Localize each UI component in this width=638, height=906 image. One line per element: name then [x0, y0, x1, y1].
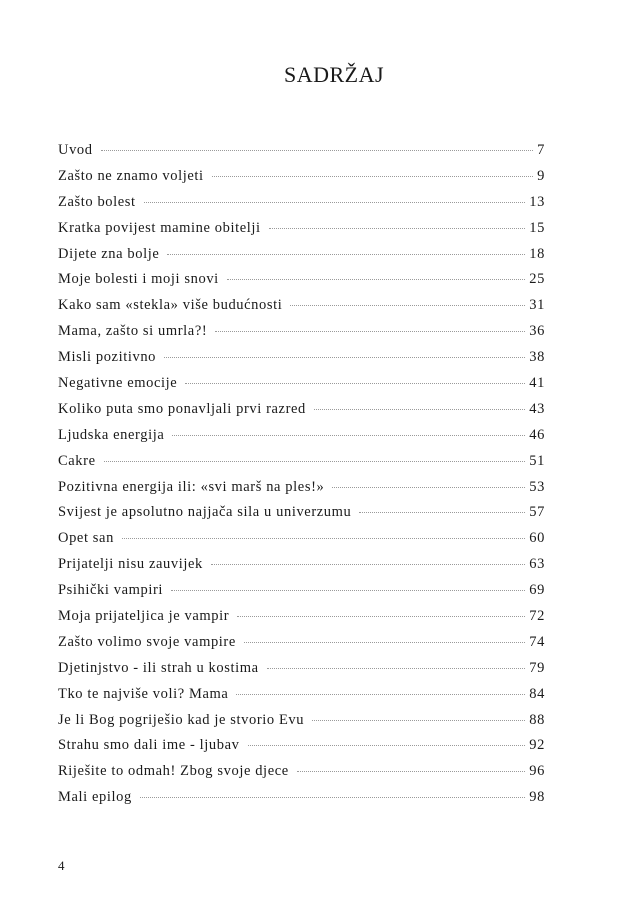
dot-leader: [185, 383, 525, 384]
toc-entry-page: 41: [529, 375, 545, 392]
dot-leader: [332, 487, 525, 488]
toc-entry-title: Negativne emocije: [58, 375, 178, 392]
toc-entry: [58, 246, 545, 272]
toc-entry-page: 96: [529, 763, 545, 780]
toc-entry-title: Pozitivna energija ili: «svi marš na ples!»: [58, 478, 325, 495]
toc-entry-title: Strahu smo dali ime - ljubav: [58, 737, 240, 754]
dot-leader: [167, 254, 525, 255]
toc-entry: [58, 323, 545, 349]
toc-entry-title: Prijatelji nisu zauvijek: [58, 556, 203, 573]
toc-entry: [58, 634, 545, 660]
dot-leader: [290, 305, 525, 306]
toc-entry-title: Kratka povijest mamine obitelji: [58, 219, 261, 236]
toc-entry: [58, 271, 545, 297]
toc-entry-page: 98: [529, 789, 545, 806]
dot-leader: [101, 150, 534, 151]
toc-entry-title: Djetinjstvo - ili strah u kostima: [58, 659, 259, 676]
toc-entry-page: 15: [529, 219, 545, 236]
dot-leader: [122, 538, 525, 539]
toc-entry: [58, 220, 545, 246]
toc-entry-title: Tko te najviše voli? Mama: [58, 685, 229, 702]
page-title: SADRŽAJ: [283, 62, 385, 87]
dot-leader: [359, 512, 525, 513]
dot-leader: [104, 461, 526, 462]
toc-entry: [58, 582, 545, 608]
toc-entry-page: 46: [529, 426, 545, 443]
dot-leader: [314, 409, 525, 410]
toc-entry-page: 25: [529, 271, 545, 288]
toc-entry: [58, 142, 545, 168]
table-of-contents: [58, 142, 545, 815]
toc-entry: [58, 737, 545, 763]
dot-leader: [140, 797, 525, 798]
toc-entry: [58, 349, 545, 375]
dot-leader: [215, 331, 525, 332]
toc-entry-page: 31: [529, 297, 545, 314]
toc-entry-title: Psihički vampiri: [58, 582, 164, 599]
toc-entry-title: Svijest je apsolutno najjača sila u univerzumu: [58, 504, 352, 521]
dot-leader: [164, 357, 525, 358]
dot-leader: [144, 202, 526, 203]
toc-entry-title: Moja prijateljica je vampir: [58, 608, 230, 625]
toc-entry-title: Zašto bolest: [58, 193, 136, 210]
dot-leader: [244, 642, 525, 643]
toc-entry: [58, 297, 545, 323]
dot-leader: [236, 694, 525, 695]
toc-entry-page: 72: [529, 608, 545, 625]
toc-entry: [58, 168, 545, 194]
toc-entry-page: 53: [529, 478, 545, 495]
toc-entry-page: 9: [537, 167, 545, 184]
toc-entry: [58, 608, 545, 634]
toc-entry-page: 60: [529, 530, 545, 547]
toc-entry-page: 92: [529, 737, 545, 754]
page-number: 4: [58, 858, 65, 873]
dot-leader: [297, 771, 526, 772]
toc-entry-title: Je li Bog pogriješio kad je stvorio Evu: [58, 711, 305, 728]
toc-entry-title: Koliko puta smo ponavljali prvi razred: [58, 400, 306, 417]
dot-leader: [172, 435, 525, 436]
toc-entry-page: 79: [529, 659, 545, 676]
toc-entry-page: 69: [529, 582, 545, 599]
toc-entry-page: 63: [529, 556, 545, 573]
toc-entry-title: Zašto ne znamo voljeti: [58, 167, 204, 184]
dot-leader: [237, 616, 525, 617]
toc-entry: [58, 504, 545, 530]
toc-entry-title: Mama, zašto si umrla?!: [58, 323, 208, 340]
toc-entry-title: Misli pozitivno: [58, 349, 157, 366]
toc-entry: [58, 789, 545, 815]
toc-entry-title: Mali epilog: [58, 789, 132, 806]
dot-leader: [171, 590, 525, 591]
dot-leader: [269, 228, 526, 229]
toc-entry-page: 88: [529, 711, 545, 728]
toc-entry: [58, 375, 545, 401]
toc-entry-title: Moje bolesti i moji snovi: [58, 271, 219, 288]
dot-leader: [227, 279, 525, 280]
toc-entry: [58, 763, 545, 789]
toc-entry: [58, 556, 545, 582]
toc-entry-page: 7: [537, 142, 545, 158]
dot-leader: [267, 668, 526, 669]
toc-entry: [58, 530, 545, 556]
dot-leader: [211, 564, 525, 565]
dot-leader: [248, 745, 526, 746]
toc-entry-page: 51: [529, 452, 545, 469]
toc-entry-title: Riješite to odmah! Zbog svoje djece: [58, 763, 289, 780]
toc-entry-page: 57: [529, 504, 545, 521]
toc-entry-title: Zašto volimo svoje vampire: [58, 633, 236, 650]
toc-entry: [58, 660, 545, 686]
toc-entry: [58, 686, 545, 712]
toc-entry: [58, 401, 545, 427]
toc-entry: [58, 712, 545, 738]
dot-leader: [312, 720, 525, 721]
toc-entry-page: 74: [529, 633, 545, 650]
toc-entry-title: Opet san: [58, 530, 114, 547]
toc-entry-title: Ljudska energija: [58, 426, 165, 443]
toc-entry: [58, 427, 545, 453]
toc-entry-page: 13: [529, 193, 545, 210]
toc-entry-page: 36: [529, 323, 545, 340]
toc-entry-page: 84: [529, 685, 545, 702]
toc-entry-title: Dijete zna bolje: [58, 245, 160, 262]
dot-leader: [212, 176, 533, 177]
toc-entry: [58, 479, 545, 505]
toc-entry-page: 18: [529, 245, 545, 262]
toc-entry-title: Cakre: [58, 452, 96, 469]
toc-entry: [58, 194, 545, 220]
toc-entry-page: 43: [529, 400, 545, 417]
toc-entry-page: 38: [529, 349, 545, 366]
toc-entry-title: Uvod: [58, 142, 93, 158]
toc-entry-title: Kako sam «stekla» više budućnosti: [58, 297, 283, 314]
toc-entry: [58, 453, 545, 479]
